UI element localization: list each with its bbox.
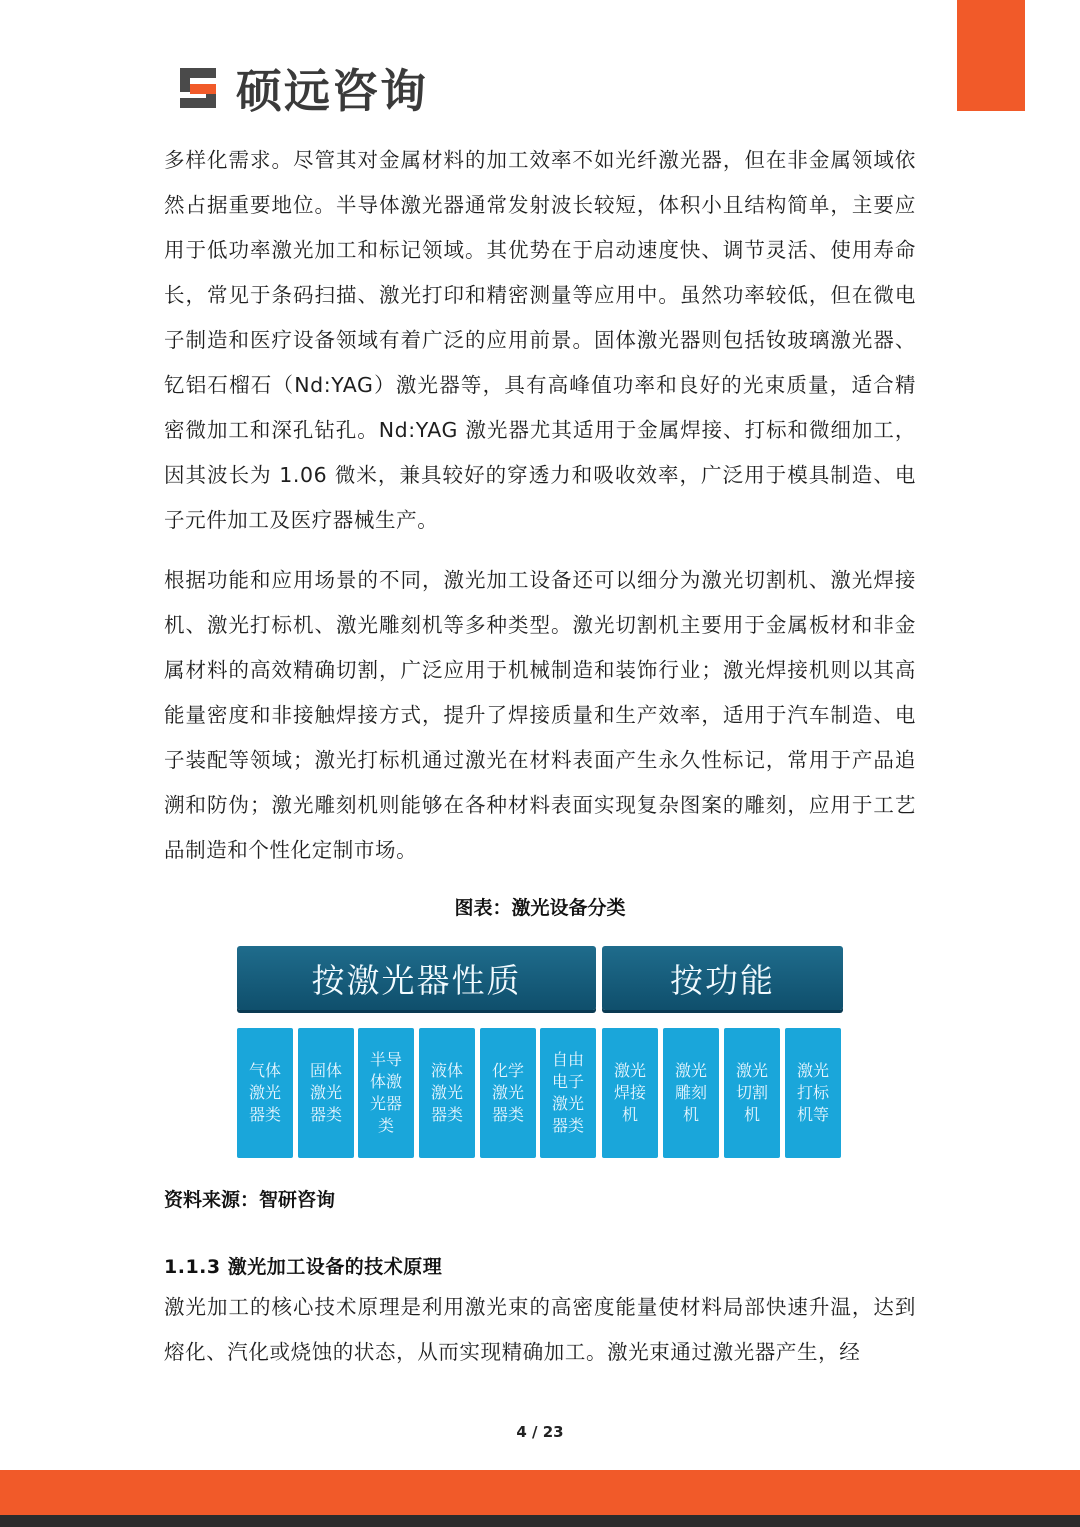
- leaf-marking-machine: 激光打标机等: [785, 1028, 841, 1158]
- leaf-liquid-laser: 液体激光器类: [419, 1028, 475, 1158]
- figure-title: 图表：激光设备分类: [454, 897, 626, 919]
- category-by-nature: 按激光器性质: [237, 946, 596, 1010]
- leaf-semiconductor-laser: 半导体激光器类: [358, 1028, 414, 1158]
- body-text-top: [164, 138, 916, 873]
- figure-source: 资料来源：智研咨询: [164, 1189, 336, 1211]
- classification-diagram: [237, 946, 843, 1158]
- category-by-function: 按功能: [602, 946, 843, 1010]
- section-heading: 1.1.3 激光加工设备的技术原理: [164, 1256, 443, 1278]
- company-logo-icon: [176, 64, 224, 112]
- leaf-chemical-laser: 化学激光器类: [480, 1028, 536, 1158]
- leaf-solid-laser: 固体激光器类: [298, 1028, 354, 1158]
- brand-logo: [176, 60, 428, 116]
- brand-name: 硕远咨询: [236, 64, 428, 118]
- leaf-free-electron-laser: 自由电子激光器类: [540, 1028, 596, 1158]
- leaf-cutting-machine: 激光切割机: [724, 1028, 780, 1158]
- footer-dark-strip: [0, 1515, 1080, 1527]
- page-number: 4 / 23: [516, 1423, 564, 1441]
- paragraph-3: 激光加工的核心技术原理是利用激光束的高密度能量使材料局部快速升温，达到熔化、汽化或烧蚀的状态，从而实现精确加工。激光束通过激光器产生，经: [164, 1295, 916, 1364]
- paragraph-2: 根据功能和应用场景的不同，激光加工设备还可以细分为激光切割机、激光焊接机、激光打标机、激光雕刻机等多种类型。激光切割机主要用于金属板材和非金属材料的高效精确切割，广泛应用于机械制造和装饰行业；激光焊接机则以其高能量密度和非接触焊接方式，提升了焊接质量和生产效率，适用于汽车制造、电子装配等领域；激光打标机通过激光在材料表面产生永久性标记，常用于产品追溯和防伪；激光雕刻机则能够在各种材料表面实现复杂图案的雕刻，应用于工艺品制造和个性化定制市场。: [164, 568, 916, 862]
- leaf-engraving-machine: 激光雕刻机: [663, 1028, 719, 1158]
- leaf-gas-laser: 气体激光器类: [237, 1028, 293, 1158]
- leaf-welding-machine: 激光焊接机: [602, 1028, 658, 1158]
- header-accent-block: [957, 0, 1025, 111]
- paragraph-1: 多样化需求。尽管其对金属材料的加工效率不如光纤激光器，但在非金属领域依然占据重要地位。半导体激光器通常发射波长较短，体积小且结构简单，主要应用于低功率激光加工和标记领域。其优势在于启动速度快、调节灵活、使用寿命长，常见于条码扫描、激光打印和精密测量等应用中。虽然功率较低，但在微电子制造和医疗设备领域有着广泛的应用前景。固体激光器则包括钕玻璃激光器、钇铝石榴石（Nd:YAG）激光器等，具有高峰值功率和良好的光束质量，适合精密微加工和深孔钻孔。Nd:YAG 激光器尤其适用于金属焊接、打标和微细加工，因其波长为 1.06 微米，兼具较好的穿透力和吸收效率，广泛用于模具制造、电子元件加工及医疗器械生产。: [164, 148, 916, 532]
- footer-accent-bar: [0, 1470, 1080, 1515]
- body-text-bottom: [164, 1285, 916, 1375]
